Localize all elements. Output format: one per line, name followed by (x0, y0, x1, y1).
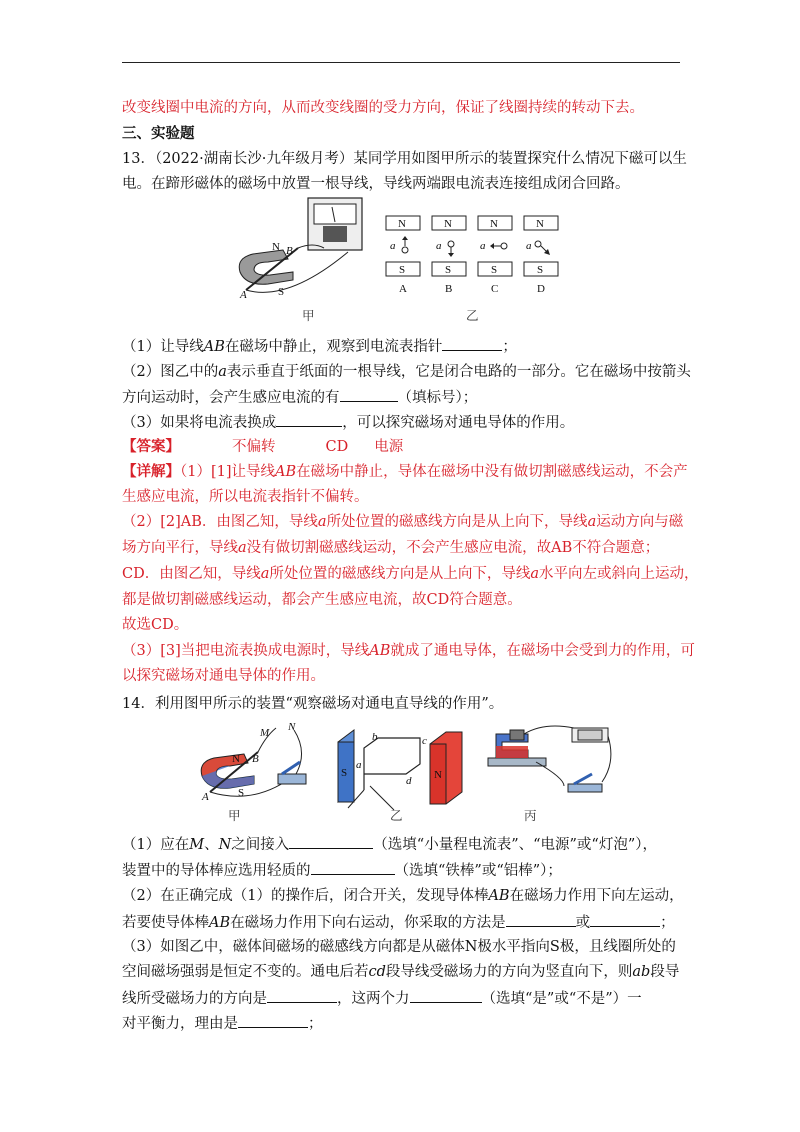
q14-blank-7[interactable] (238, 1013, 308, 1028)
option-c-diagram (478, 216, 512, 295)
header-rule (122, 62, 680, 63)
option-c-label: C (491, 283, 499, 295)
q13-explain-8: （3）[3]当把电流表换成电源时，导线AB就成了通电导体，在磁场中会受到力的作用，可 (122, 643, 695, 659)
label-b-14: B (252, 753, 259, 765)
caption-jia-13: 甲 (302, 308, 315, 323)
q14-blank-1[interactable] (289, 834, 373, 849)
q13-explain-9: 以探究磁场对通电导体的作用。 (122, 668, 325, 684)
q14-figure-jia (196, 722, 326, 812)
intro-line: 改变线圈中电流的方向，从而改变线圈的受力方向，保证了线圈持续的转动下去。 (122, 100, 644, 116)
caption-yi-14: 乙 (390, 808, 403, 823)
ammeter-coil (323, 226, 347, 242)
q13-sub2-line1: （2）图乙中的a表示垂直于纸面的一根导线，它是闭合电路的一部分。它在磁场中按箭头 (122, 364, 691, 380)
base-board (488, 758, 546, 766)
label-b: B (286, 245, 293, 257)
option-d-n-label: N (536, 218, 544, 230)
wire-3 (602, 736, 611, 782)
caption-jia-14: 甲 (228, 808, 241, 823)
option-b-wire-label: a (436, 240, 442, 252)
option-d-diagram (524, 216, 558, 295)
q13-blank-3[interactable] (276, 412, 342, 427)
q13-blank-1[interactable] (442, 336, 502, 351)
label-a: A (240, 289, 247, 301)
option-a-label: A (399, 283, 407, 295)
q14-blank-3[interactable] (506, 912, 576, 927)
q13-explain-1: 【详解】（1）[1]让导线AB在磁场中静止，导体在磁场中没有做切割磁感线运动，不会产 (122, 463, 688, 480)
label-s-block: S (341, 767, 348, 779)
q14-part2-line1: （2）在正确完成（1）的操作后，闭合开关，发现导体棒AB在磁场力作用下向左运动， (122, 888, 684, 904)
q14-blank-6[interactable] (410, 988, 482, 1003)
q13-answer: 【答案】 不偏转 CD 电源 (122, 438, 404, 455)
option-b-diagram (432, 216, 466, 295)
coil-loop (364, 738, 420, 790)
q13-figure-jia (228, 192, 378, 322)
coil-bracket (510, 730, 524, 740)
label-s-pole: S (238, 787, 245, 799)
q14-figure-bing (484, 722, 616, 806)
option-d-wire-label: a (526, 240, 532, 252)
label-n-block: N (434, 769, 442, 781)
label-m: M (260, 727, 270, 739)
horseshoe-magnet (239, 250, 293, 284)
q14-blank-4[interactable] (590, 912, 660, 927)
q13-sub2-line2: 方向运动时，会产生感应电流的有 （填标号）； (122, 387, 477, 408)
option-c-n-label: N (490, 218, 498, 230)
q14-part3-line4: 对平衡力，理由是 ； (122, 1013, 323, 1034)
q14-part2-line2: 若要使导体棒AB在磁场力作用下向右运动，你采取的方法是 或 ； (122, 912, 675, 933)
q13-explain-5: CD．由图乙知，导线a所处位置的磁感线方向是从上向下，导线a水平向左或斜向上运动， (122, 566, 699, 582)
switch-base (278, 774, 306, 784)
option-d-s-label: S (537, 264, 544, 276)
wire-1 (524, 726, 574, 734)
label-a-14: A (202, 791, 209, 803)
label-b-coil: b (372, 731, 378, 743)
q14-blank-5[interactable] (267, 988, 337, 1003)
caption-yi-13: 乙 (466, 308, 479, 323)
q14-part3-line2: 空间磁场强弱是恒定不变的。通电后若cd段导线受磁场力的方向为竖直向下，则ab段导 (122, 964, 680, 980)
q14-part3-line3: 线所受磁场力的方向是 ，这两个力 （选填“是”或“不是”）一 (122, 988, 642, 1009)
q13-line1: 13．（2022·湖南长沙·九年级月考）某同学用如图甲所示的装置探究什么情况下磁可以生 (122, 151, 687, 167)
q14-figure-yi (334, 724, 470, 812)
q14-part3-line1: （3）如图乙中，磁体间磁场的磁感线方向都是从磁体N极水平指向S极，且线圈所处的 (122, 939, 676, 955)
q13-blank-2[interactable] (340, 387, 398, 402)
q14-part1-line2: 装置中的导体棒应选用轻质的 （选填“铁棒”或“铝棒”）； (122, 860, 562, 881)
label-a-coil: a (356, 759, 362, 771)
option-a-n-label: N (398, 218, 406, 230)
label-s: S (278, 286, 285, 298)
section-title: 三、实验题 (122, 125, 195, 142)
q14-part1-line1: （1）应在M、N之间接入 （选填“小量程电流表”、“电源”或“灯泡”）， (122, 834, 657, 855)
option-d-label: D (537, 283, 545, 295)
q13-sub3: （3）如果将电流表换成 ，可以探究磁场对通电导体的作用。 (122, 412, 574, 433)
label-d-coil: d (406, 775, 412, 787)
q13-explain-7: 故选CD。 (122, 617, 189, 633)
switch-base-bing (568, 784, 602, 792)
q13-explain-6: 都是做切割磁感线运动，都会产生感应电流，故CD符合题意。 (122, 592, 522, 608)
q13-sub1: （1）让导线AB在磁场中静止，观察到电流表指针 ； (122, 336, 517, 357)
label-n-wire: N (288, 722, 296, 733)
switch-lever-bing (574, 774, 592, 784)
battery (578, 730, 602, 740)
option-b-n-label: N (444, 218, 452, 230)
label-c-coil: c (422, 735, 427, 747)
option-c-wire-label: a (480, 240, 486, 252)
option-b-label: B (445, 283, 453, 295)
q14-blank-2[interactable] (311, 860, 395, 875)
label-n-pole: N (232, 753, 240, 765)
label-n: N (272, 241, 280, 253)
option-b-s-label: S (445, 264, 452, 276)
caption-bing-14: 丙 (524, 808, 537, 823)
q13-figure-yi (384, 212, 574, 296)
q13-explain-3: （2）[2]AB．由图乙知，导线a所处位置的磁感线方向是从上向下，导线a运动方向与磁 (122, 514, 684, 530)
option-c-s-label: S (491, 264, 498, 276)
q14-line1: 14．利用图甲所示的装置“观察磁场对通电直导线的作用”。 (122, 696, 504, 712)
q13-line2: 电。在蹄形磁体的磁场中放置一根导线，导线两端跟电流表连接组成闭合回路。 (122, 176, 630, 192)
option-a-s-label: S (399, 264, 406, 276)
magnet-red (496, 746, 528, 758)
option-a-wire-label: a (390, 240, 396, 252)
option-a-diagram (386, 216, 420, 295)
q13-explain-2: 生感应电流，所以电流表指针不偏转。 (122, 489, 369, 505)
q13-explain-4: 场方向平行，导线a没有做切割磁感线运动，不会产生感应电流，故AB不符合题意； (122, 540, 660, 556)
